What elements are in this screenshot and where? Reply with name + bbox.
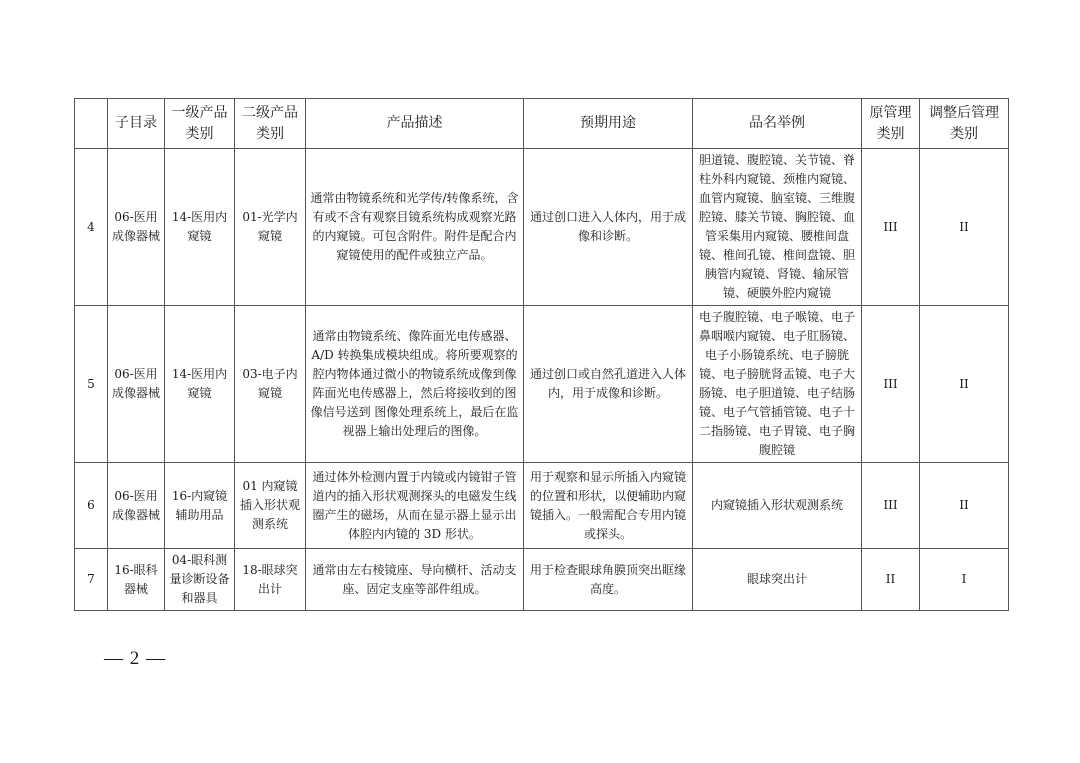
sub-catalog-cell: 06-医用成像器械	[108, 463, 165, 549]
level2-category-cell: 18-眼球突出计	[235, 549, 306, 611]
original-class-cell: III	[862, 306, 920, 463]
level2-category-cell: 03-电子内窥镜	[235, 306, 306, 463]
level2-category-cell: 01 内窥镜插入形状观测系统	[235, 463, 306, 549]
adjusted-class-cell: II	[920, 149, 1009, 306]
row-number: 5	[75, 306, 108, 463]
description-cell: 通常由物镜系统、像阵面光电传感器、A/D 转换集成模块组成。将所要观察的腔内物体通过微小的物镜系统成像到像阵面光电传感器上，然后将接收到的图像信号送到 图像处理系统上，最后在监视器上输出处理后的图像。	[306, 306, 524, 463]
adjusted-class-cell: I	[920, 549, 1009, 611]
header-examples: 品名举例	[693, 99, 862, 149]
description-cell: 通过体外检测内置于内镜或内镜钳子管道内的插入形状观测探头的电磁发生线圈产生的磁场，从而在显示器上显示出体腔内内镜的 3D 形状。	[306, 463, 524, 549]
sub-catalog-cell: 16-眼科器械	[108, 549, 165, 611]
catalog-table	[74, 98, 1009, 611]
original-class-cell: III	[862, 463, 920, 549]
adjusted-class-cell: II	[920, 306, 1009, 463]
header-number	[75, 99, 108, 149]
page-number: — 2 —	[104, 648, 166, 669]
level1-category-cell: 14-医用内窥镜	[165, 149, 235, 306]
description-cell: 通常由左右棱镜座、导向横杆、活动支座、固定支座等部件组成。	[306, 549, 524, 611]
description-cell: 通常由物镜系统和光学传/转像系统，含有或不含有观察目镜系统构成观察光路的内窥镜。可包含附件。附件是配合内窥镜使用的配件或独立产品。	[306, 149, 524, 306]
table-row	[75, 463, 1009, 549]
original-class-cell: III	[862, 149, 920, 306]
header-level1-category: 一级产品类别	[165, 99, 235, 149]
intended-use-cell: 通过创口或自然孔道进入人体内，用于成像和诊断。	[524, 306, 693, 463]
row-number: 7	[75, 549, 108, 611]
examples-cell: 内窥镜插入形状观测系统	[693, 463, 862, 549]
header-row	[75, 99, 1009, 149]
intended-use-cell: 用于检查眼球角膜顶突出眶缘高度。	[524, 549, 693, 611]
header-description: 产品描述	[306, 99, 524, 149]
header-original-class: 原管理类别	[862, 99, 920, 149]
header-adjusted-class: 调整后管理类别	[920, 99, 1009, 149]
intended-use-cell: 通过创口进入人体内，用于成像和诊断。	[524, 149, 693, 306]
level1-category-cell: 04-眼科测量诊断设备和器具	[165, 549, 235, 611]
examples-cell: 胆道镜、腹腔镜、关节镜、脊柱外科内窥镜、颈椎内窥镜、血管内窥镜、脑室镜、三维腹腔镜、膝关节镜、胸腔镜、血管采集用内窥镜、腰椎间盘镜、椎间孔镜、椎间盘镜、胆胰管内窥镜、肾镜、输尿管镜、硬膜外腔内窥镜	[693, 149, 862, 306]
header-level2-category: 二级产品类别	[235, 99, 306, 149]
table-row	[75, 306, 1009, 463]
header-sub-catalog: 子目录	[108, 99, 165, 149]
sub-catalog-cell: 06-医用成像器械	[108, 306, 165, 463]
examples-cell: 电子腹腔镜、电子喉镜、电子鼻咽喉内窥镜、电子肛肠镜、电子小肠镜系统、电子膀胱镜、电子膀胱肾盂镜、电子大肠镜、电子胆道镜、电子结肠镜、电子气管插管镜、电子十二指肠镜、电子胃镜、电子胸腹腔镜	[693, 306, 862, 463]
sub-catalog-cell: 06-医用成像器械	[108, 149, 165, 306]
level2-category-cell: 01-光学内窥镜	[235, 149, 306, 306]
row-number: 6	[75, 463, 108, 549]
intended-use-cell: 用于观察和显示所插入内窥镜的位置和形状，以便辅助内窥镜插入。一般需配合专用内镜或探头。	[524, 463, 693, 549]
level1-category-cell: 16-内窥镜辅助用品	[165, 463, 235, 549]
adjusted-class-cell: II	[920, 463, 1009, 549]
table-row	[75, 149, 1009, 306]
level1-category-cell: 14-医用内窥镜	[165, 306, 235, 463]
examples-cell: 眼球突出计	[693, 549, 862, 611]
original-class-cell: II	[862, 549, 920, 611]
header-intended-use: 预期用途	[524, 99, 693, 149]
table-row	[75, 549, 1009, 611]
row-number: 4	[75, 149, 108, 306]
